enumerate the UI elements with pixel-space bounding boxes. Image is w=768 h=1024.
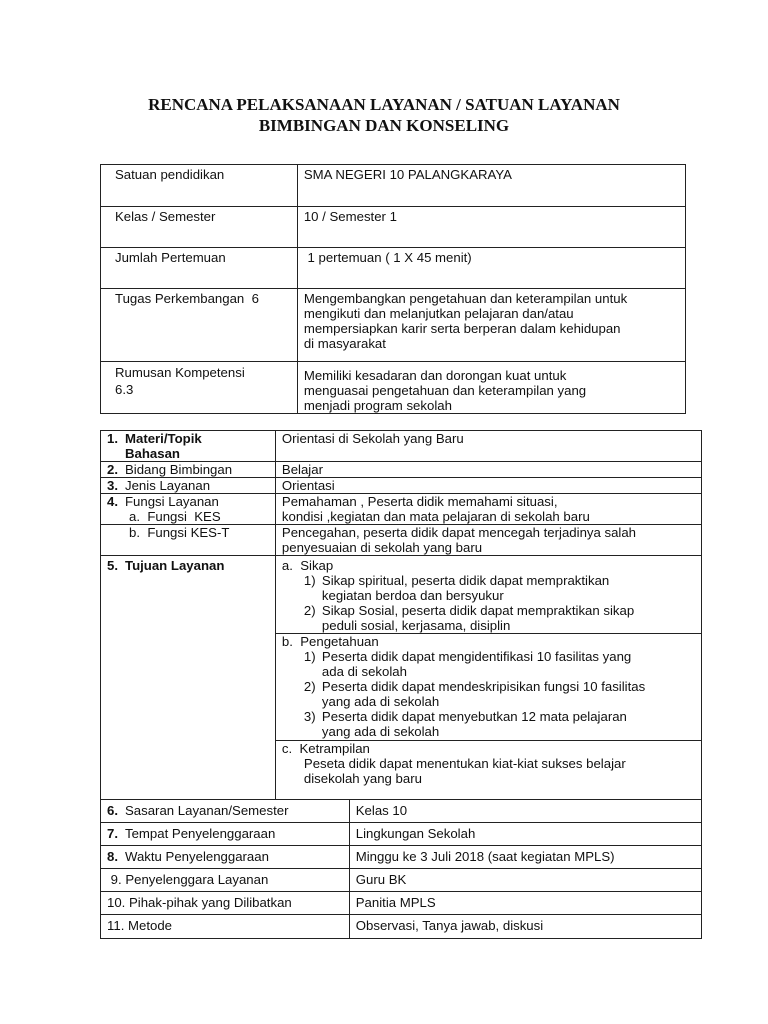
info-row [101,248,686,289]
plan-value: Orientasi di Sekolah yang Baru [275,431,701,462]
plan-value: Kelas 10 [349,800,701,823]
info-value [297,362,685,414]
info-table [100,164,686,414]
info-value-line: menguasai pengetahuan dan keterampilan yang [303,383,587,398]
plan-label: b. Fungsi KES-T [101,525,276,556]
info-value-line: mengikuti dan melanjutkan pelajaran dan/atau [303,306,574,321]
info-row [101,289,686,362]
plan-row [101,494,702,525]
plan-row [101,846,702,869]
plan-label: 4. Fungsi Layanan a. Fungsi KES [101,494,276,525]
info-label: Kelas / Semester [101,207,298,248]
plan-label: 8. Waktu Penyelenggaraan [101,846,350,869]
info-value: 1 pertemuan ( 1 X 45 menit) [297,248,685,289]
plan-value: c. Ketrampilan Peseta didik dapat menentukan kiat-kiat sukses belajar disekolah yang baru [275,741,701,800]
info-label: Tugas Perkembangan 6 [101,289,298,362]
plan-label: 5. Tujuan Layanan [101,556,276,800]
info-label-line: 6.3 [115,382,134,397]
plan-label: 6. Sasaran Layanan/Semester [101,800,350,823]
info-label: Satuan pendidikan [101,165,298,207]
plan-value: Pencegahan, peserta didik dapat mencegah terjadinya salah penyesuaian di sekolah yang baru [275,525,701,556]
plan-value: Pemahaman , Peserta didik memahami situasi, kondisi ,kegiatan dan mata pelajaran di sekolah baru [275,494,701,525]
plan-value: b. Pengetahuan 1) Peserta didik dapat mengidentifikasi 10 fasilitas yang ada di sekolah 2) Peserta didik dapat mendeskripisikan fungsi 10 fasilitas yang ada di sekolah 3) Peserta didik dapat menyebutkan 12 mata pelajaran yang ada di sekolah [275,634,701,741]
info-value-line: Memiliki kesadaran dan dorongan kuat untuk [303,368,567,383]
info-value-line: di masyarakat [303,336,386,351]
info-value-line: Mengembangkan pengetahuan dan keterampilan untuk [303,291,628,306]
info-label-line: Rumusan Kompetensi [115,365,245,380]
plan-value: Observasi, Tanya jawab, diskusi [349,915,701,939]
plan-table [100,430,702,939]
info-value: SMA NEGERI 10 PALANGKARAYA [297,165,685,207]
document-title-line2: BIMBINGAN DAN KONSELING [258,116,510,135]
plan-label: 10. Pihak-pihak yang Dilibatkan [101,892,350,915]
info-value: 10 / Semester 1 [297,207,685,248]
plan-label: 7. Tempat Penyelenggaraan [101,823,350,846]
plan-row [101,478,702,494]
plan-label: 1. Materi/Topik Bahasan [101,431,276,462]
info-row [101,362,686,414]
plan-row [101,462,702,478]
info-value [297,289,685,362]
plan-row [101,556,702,634]
plan-label: 11. Metode [101,915,350,939]
plan-row [101,823,702,846]
plan-label: 2. Bidang Bimbingan [101,462,276,478]
document-title-line1: RENCANA PELAKSANAAN LAYANAN / SATUAN LAYANAN [148,95,620,114]
info-label: Jumlah Pertemuan [101,248,298,289]
info-row [101,207,686,248]
plan-label: 3. Jenis Layanan [101,478,276,494]
plan-value: Guru BK [349,869,701,892]
plan-value: a. Sikap 1) Sikap spiritual, peserta didik dapat mempraktikan kegiatan berdoa dan bersyukur 2) Sikap Sosial, peserta didik dapat mempraktikan sikap peduli sosial, kerjasama, disiplin [275,556,701,634]
plan-row [101,869,702,892]
plan-value: Panitia MPLS [349,892,701,915]
info-value-line: mempersiapkan karir serta berperan dalam kehidupan [303,321,621,336]
plan-value: Orientasi [275,478,701,494]
plan-row [101,431,702,462]
info-label [101,362,298,414]
info-value-line: menjadi program sekolah [303,398,452,413]
plan-row [101,892,702,915]
plan-value: Belajar [275,462,701,478]
info-row [101,165,686,207]
plan-row [101,800,702,823]
plan-row [101,915,702,939]
plan-value: Lingkungan Sekolah [349,823,701,846]
plan-label: 9. Penyelenggara Layanan [101,869,350,892]
plan-row [101,525,702,556]
plan-value: Minggu ke 3 Juli 2018 (saat kegiatan MPLS) [349,846,701,869]
